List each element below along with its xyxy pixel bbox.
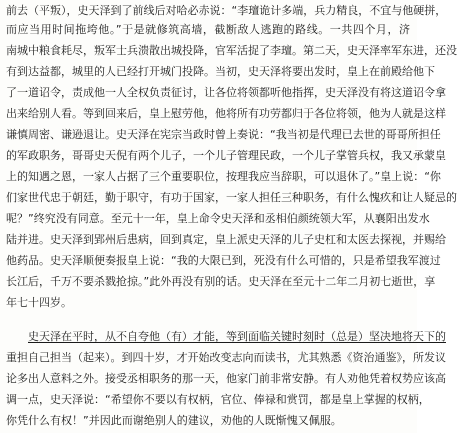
text-line: 你凭什么有权！”并因此而谢绝别人的建议，劝他的人既惭愧又佩服。 [6,414,342,427]
text-line: 年七十四岁。 [6,296,72,309]
text-line: 谦慎周密、谦逊退让。史天泽在宪宗当政时曾上奏说：“我当初是代理已去世的哥哥所担任 [6,128,441,141]
underlined-text: 史天泽在平时，从不自夸他（有）才能，等到面临关键时刻时（总是）坚决地将天下的 [28,330,446,343]
text-line [6,327,446,346]
text-line: 南城中粮食耗尽，叛军士兵溃散出城投降，官军活捉了李璮。第二天，史天泽率军东进，还没 [6,44,457,57]
text-line: 的军政职务，哥哥史天倪有两个儿子，一个儿子管理民政，一个儿子掌管兵权，我又承蒙皇 [6,149,446,162]
text-line: 调一点，史天泽说：“希望你不要以有权柄，官位、俸禄和赏罚，都是皇上掌握的权柄， [6,393,430,406]
text-line: 长江后，千万不要杀戮抢掠。”此外再没有别的话。史天泽在至元十二年二月初七逝世，享 [6,275,436,288]
text-line: 出来给别人看。等到回来后，皇上慰劳他，他将所有功劳都归于各位将领，他为人就是这样 [6,107,446,120]
text-line: 他药品。史天泽顺便奏报皇上说：“我的大限已到，死没有什么可惜的，只是希望我军渡过 [6,254,441,267]
text-line: 陆并进。史天泽到郢州后患病，回到真定，皇上派史天泽的儿子史杠和太医去探视，并赐给 [6,233,446,246]
text-line: 有到达益都，城里的人已经打开城门投降。当初，史天泽将要出发时，皇上在前殿给他下 [6,65,435,78]
text-line: 们家世代忠于朝廷，勤于职守，有功于国家，一家人担任三种职务，有什么愧疚和让人疑忌的 [6,191,457,204]
text-line: 而应当用时间拖垮他。”于是就修筑高墙，截断敌人逃跑的路线。一共四个月，济 [6,23,410,36]
text-line: 前去（平叛），史天泽到了前线后对哈必赤说：“李璮诡计多端，兵力精良，不宜与他硬拼， [6,4,447,17]
text-line: 上的知遇之恩，一家人占据了三个重要职位，按理我应当辞职，可以退休了。”皇上说：“你 [6,170,441,183]
text-line: 重担自己担当（起来）。到四十岁，才开始改变志向而读书，尤其熟悉《资治通鉴》，所发议 [6,351,446,364]
text-line: 了一道诏令，责成他一人全权负责征讨，让各位将领都听他指挥，史天泽没有将这道诏令拿 [6,86,446,99]
text-line: 论多出人意料之外。接受丞相职务的那一天，他家门前非常安静。有人劝他凭着权势应该高 [6,372,446,385]
text-line: 呢？”终究没有同意。至元十一年，皇上命令史天泽和丞相伯颜统领大军，从襄阳出发水 [6,212,430,225]
